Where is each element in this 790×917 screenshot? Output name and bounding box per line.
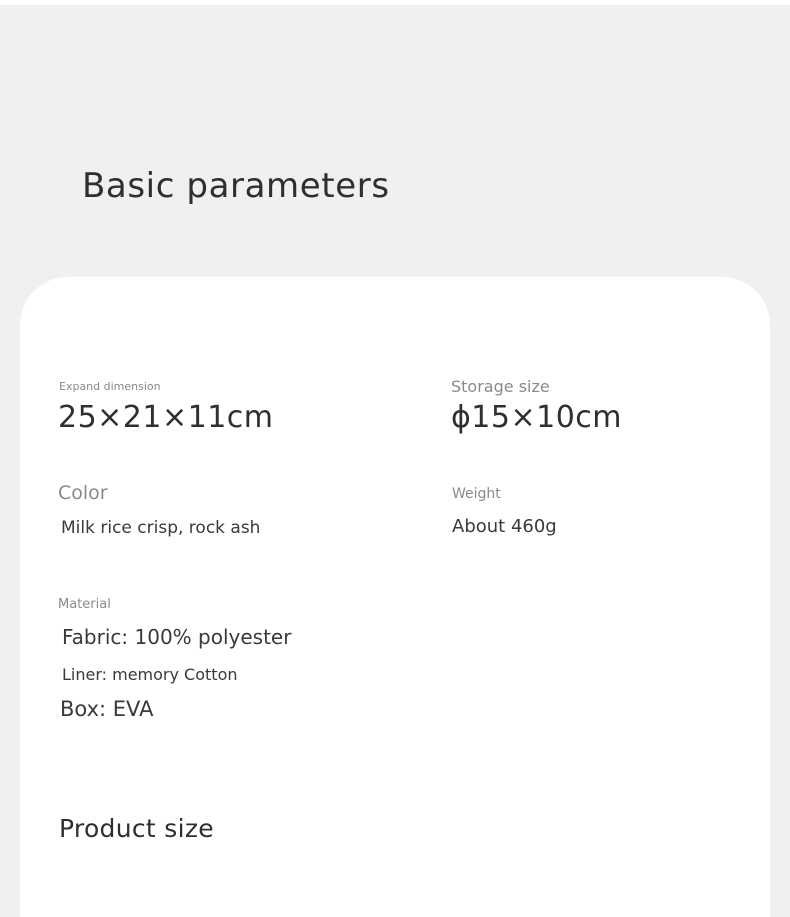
expand-dimension-value: 25×21×11cm	[58, 400, 274, 435]
parameters-card	[20, 277, 770, 917]
material-line-fabric: Fabric: 100% polyester	[62, 625, 292, 649]
material-line-box: Box: EVA	[60, 697, 154, 721]
expand-dimension-label: Expand dimension	[59, 380, 161, 393]
weight-label: Weight	[452, 486, 501, 502]
storage-size-label: Storage size	[451, 377, 550, 396]
color-label: Color	[58, 482, 108, 504]
product-size-heading: Product size	[59, 814, 214, 843]
material-label: Material	[58, 597, 111, 612]
storage-size-value: ϕ15×10cm	[451, 400, 622, 435]
page-title: Basic parameters	[82, 166, 390, 206]
color-value: Milk rice crisp, rock ash	[61, 518, 261, 538]
material-line-liner: Liner: memory Cotton	[62, 665, 238, 684]
weight-value: About 460g	[452, 516, 557, 537]
top-divider	[0, 0, 790, 5]
